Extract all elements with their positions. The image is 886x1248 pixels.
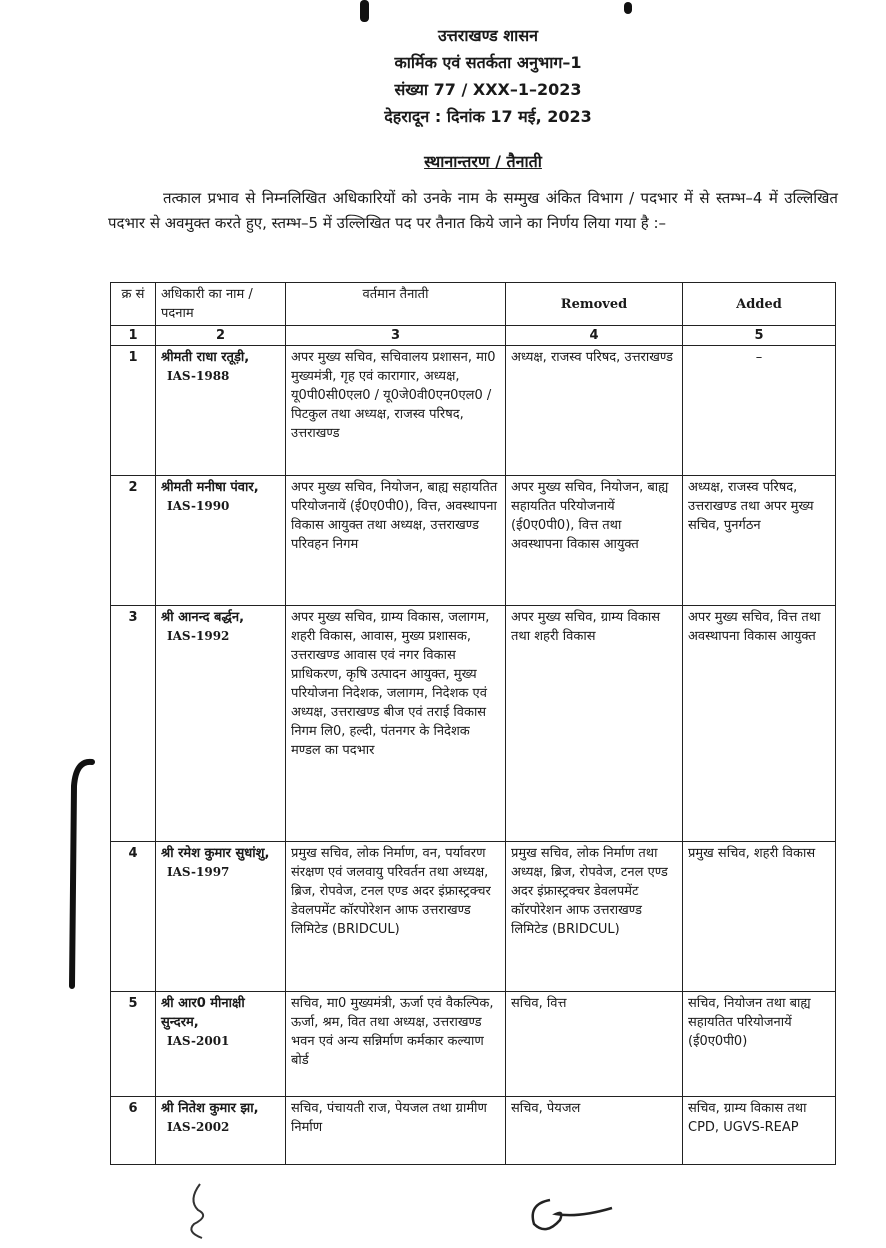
column-number-row [111, 326, 836, 346]
removed-posting: अध्यक्ष, राजस्व परिषद, उत्तराखण्ड [506, 346, 683, 476]
officer-cell [156, 1097, 286, 1165]
intro-paragraph: तत्काल प्रभाव से निम्नलिखित अधिकारियों को उनके नाम के सम्मुख अंकित विभाग / पदभार में से स्तम्भ–4 में उल्लिखित पदभार से अवमुक्त करते हुए, स्तम्भ–5 में उल्लिखित पद पर तैनात किये जाने का निर्णय लिया गया है :– [108, 189, 838, 232]
added-posting: प्रमुख सचिव, शहरी विकास [683, 842, 836, 992]
current-posting: प्रमुख सचिव, लोक निर्माण, वन, पर्यावरण संरक्षण एवं जलवायु परिवर्तन तथा अध्यक्ष, ब्रिज, रोपवेज, टनल एण्ड अदर इंफ्रास्ट्रक्चर डेवलपमेंट कॉरपोरेशन आफ उत्तराखण्ड लिमिटेड (BRIDCUL) [286, 842, 506, 992]
subject-text: स्थानान्तरण / तैनाती [424, 152, 542, 171]
officer-name: श्री रमेश कुमार सुधांशु, [161, 846, 270, 861]
officer-cell [156, 346, 286, 476]
officer-name: श्रीमती राधा रतूड़ी, [161, 350, 250, 365]
officer-name: श्री आर0 मीनाक्षी सुन्दरम, [161, 996, 245, 1030]
officer-name: श्री आनन्द बर्द्धन, [161, 610, 245, 625]
removed-posting: प्रमुख सचिव, लोक निर्माण तथा अध्यक्ष, ब्रिज, रोपवेज, टनल एण्ड अदर इंफ्रास्ट्रक्चर डेवलपमेंट कॉरपोरेशन आफ उत्तराखण्ड लिमिटेड (BRIDCUL) [506, 842, 683, 992]
table-row [111, 606, 836, 842]
header-added: Added [683, 283, 836, 326]
officer-batch: IAS-1990 [167, 499, 230, 513]
current-posting: अपर मुख्य सचिव, ग्राम्य विकास, जलागम, शहरी विकास, आवास, मुख्य प्रशासक, उत्तराखण्ड आवास एवं नगर विकास प्राधिकरण, कृषि उत्पादन आयुक्त, मुख्य परियोजना निदेशक, जलागम, निदेशक एवं अध्यक्ष, उत्तराखण्ड बीज एवं तराई विकास निगम लि0, हल्दी, पंतनगर के निदेशक मण्डल का पदभार [286, 606, 506, 842]
officer-cell [156, 476, 286, 606]
officer-batch: IAS-1988 [167, 369, 230, 383]
col-number: 1 [111, 326, 156, 346]
serial-number: 3 [111, 606, 156, 842]
current-posting: सचिव, पंचायती राज, पेयजल तथा ग्रामीण निर्माण [286, 1097, 506, 1165]
header-name: अधिकारी का नाम / पदनाम [156, 283, 286, 326]
officer-cell [156, 992, 286, 1097]
ink-mark [360, 0, 369, 22]
serial-number: 2 [111, 476, 156, 606]
removed-posting: अपर मुख्य सचिव, नियोजन, बाह्य सहायतित परियोजनायें (ई0ए0पी0), वित्त तथा अवस्थापना विकास आयुक्त [506, 476, 683, 606]
current-posting: अपर मुख्य सचिव, नियोजन, बाह्य सहायतित परियोजनायें (ई0ए0पी0), वित्त, अवस्थापना विकास आयुक्त तथा अध्यक्ष, उत्तराखण्ड परिवहन निगम [286, 476, 506, 606]
serial-number: 4 [111, 842, 156, 992]
added-posting: – [683, 346, 836, 476]
department-name: कार्मिक एवं सतर्कता अनुभाग–1 [394, 53, 582, 72]
header-removed: Removed [506, 283, 683, 326]
margin-pen-mark [62, 756, 102, 996]
current-posting: अपर मुख्य सचिव, सचिवालय प्रशासन, मा0 मुख्यमंत्री, गृह एवं कारागार, अध्यक्ष, यू0पी0सी0एल0 / यू0जे0वी0एन0एल0 / पिटकुल तथा अध्यक्ष, राजस्व परिषद, उत्तराखण्ड [286, 346, 506, 476]
serial-number: 5 [111, 992, 156, 1097]
govt-name: उत्तराखण्ड शासन [437, 26, 539, 45]
added-posting: अध्यक्ष, राजस्व परिषद, उत्तराखण्ड तथा अपर मुख्य सचिव, पुनर्गठन [683, 476, 836, 606]
header-sn: क्र सं [111, 283, 156, 326]
table-row [111, 992, 836, 1097]
officer-cell [156, 842, 286, 992]
added-posting: सचिव, ग्राम्य विकास तथा CPD, UGVS-REAP [683, 1097, 836, 1165]
officer-batch: IAS-1992 [167, 629, 230, 643]
current-posting: सचिव, मा0 मुख्यमंत्री, ऊर्जा एवं वैकल्पिक, ऊर्जा, श्रम, वित तथा अध्यक्ष, उत्तराखण्ड भवन एवं अन्य सन्निर्माण कर्मकार कल्याण बोर्ड [286, 992, 506, 1097]
subject-line [0, 150, 886, 172]
initial-signature [180, 1180, 220, 1240]
header-current: वर्तमान तैनाती [286, 283, 506, 326]
table-row [111, 1097, 836, 1165]
col-number: 2 [156, 326, 286, 346]
removed-posting: सचिव, पेयजल [506, 1097, 683, 1165]
removed-posting: अपर मुख्य सचिव, ग्राम्य विकास तथा शहरी विकास [506, 606, 683, 842]
added-posting: अपर मुख्य सचिव, वित्त तथा अवस्थापना विकास आयुक्त [683, 606, 836, 842]
table-row [111, 346, 836, 476]
table-header-row [111, 283, 836, 326]
officer-name: श्री नितेश कुमार झा, [161, 1101, 259, 1116]
place-date: देहरादून : दिनांक 17 मई, 2023 [384, 107, 592, 126]
col-number: 3 [286, 326, 506, 346]
officer-cell [156, 606, 286, 842]
col-number: 5 [683, 326, 836, 346]
officer-batch: IAS-2001 [167, 1034, 230, 1048]
removed-posting: सचिव, वित्त [506, 992, 683, 1097]
signature [520, 1190, 620, 1240]
officer-batch: IAS-2002 [167, 1120, 230, 1134]
serial-number: 1 [111, 346, 156, 476]
table-row [111, 476, 836, 606]
ink-mark [624, 2, 632, 14]
officer-batch: IAS-1997 [167, 865, 230, 879]
col-number: 4 [506, 326, 683, 346]
serial-number: 6 [111, 1097, 156, 1165]
added-posting: सचिव, नियोजन तथा बाह्य सहायतित परियोजनायें (ई0ए0पी0) [683, 992, 836, 1097]
officer-name: श्रीमती मनीषा पंवार, [161, 480, 259, 495]
order-number: संख्या 77 / XXX–1–2023 [394, 80, 582, 99]
transfer-table [110, 282, 836, 1165]
document-header [0, 22, 886, 130]
table-row [111, 842, 836, 992]
